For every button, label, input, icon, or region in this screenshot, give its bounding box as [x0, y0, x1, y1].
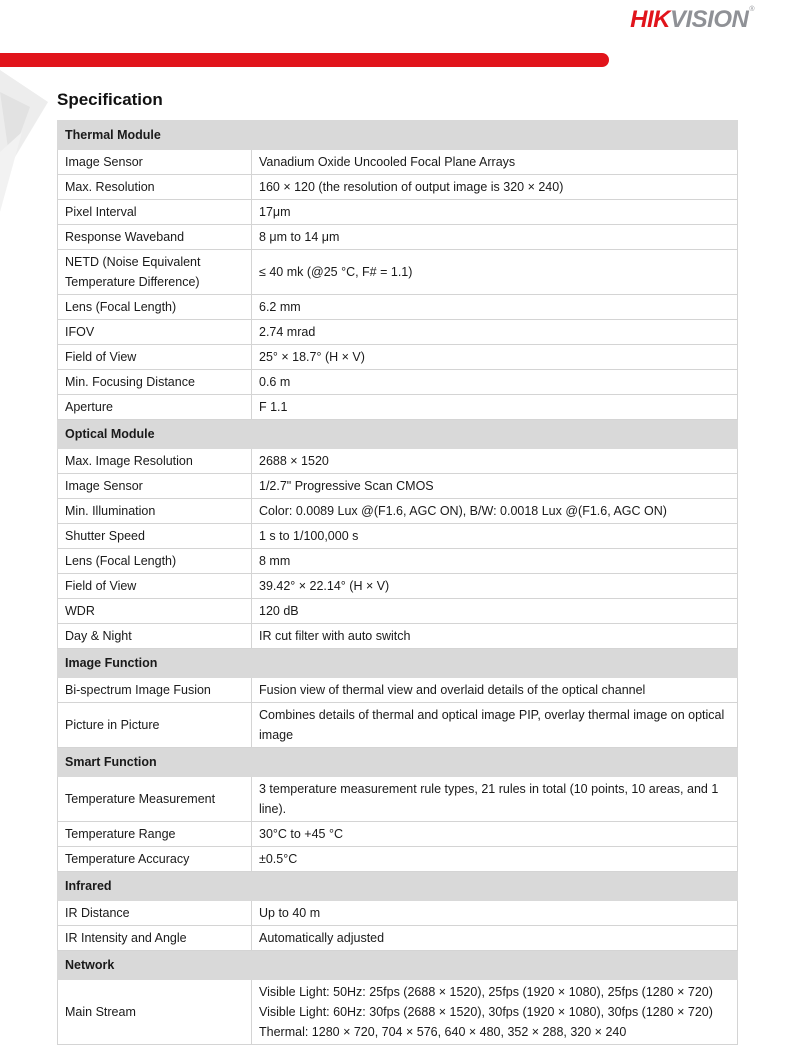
spec-value: F 1.1 — [252, 395, 738, 420]
spec-row — [58, 150, 738, 175]
spec-label: Aperture — [58, 395, 252, 420]
spec-label: Pixel Interval — [58, 200, 252, 225]
spec-value: Color: 0.0089 Lux @(F1.6, AGC ON), B/W: 0.0018 Lux @(F1.6, AGC ON) — [252, 499, 738, 524]
registered-mark: ® — [749, 6, 754, 13]
spec-label: Min. Focusing Distance — [58, 370, 252, 395]
hikvision-logo — [630, 6, 754, 34]
spec-row — [58, 980, 738, 1045]
section-title: Optical Module — [58, 420, 738, 449]
section-header — [58, 748, 738, 777]
section-title: Image Function — [58, 649, 738, 678]
spec-value: 1 s to 1/100,000 s — [252, 524, 738, 549]
spec-value: 39.42° × 22.14° (H × V) — [252, 574, 738, 599]
spec-value: 2688 × 1520 — [252, 449, 738, 474]
spec-label: Response Waveband — [58, 225, 252, 250]
spec-label: Bi-spectrum Image Fusion — [58, 678, 252, 703]
spec-label: IFOV — [58, 320, 252, 345]
spec-row — [58, 777, 738, 822]
section-title: Smart Function — [58, 748, 738, 777]
spec-label: Day & Night — [58, 624, 252, 649]
spec-label: Max. Resolution — [58, 175, 252, 200]
section-title: Thermal Module — [58, 121, 738, 150]
spec-value: 1/2.7" Progressive Scan CMOS — [252, 474, 738, 499]
spec-value: Up to 40 m — [252, 901, 738, 926]
spec-row — [58, 295, 738, 320]
spec-value: 3 temperature measurement rule types, 21 rules in total (10 points, 10 areas, and 1 line). — [252, 777, 738, 822]
spec-label: Field of View — [58, 345, 252, 370]
spec-value: 25° × 18.7° (H × V) — [252, 345, 738, 370]
header-red-bar — [0, 53, 609, 67]
spec-label: IR Intensity and Angle — [58, 926, 252, 951]
spec-label: Temperature Measurement — [58, 777, 252, 822]
spec-label: Max. Image Resolution — [58, 449, 252, 474]
section-header — [58, 420, 738, 449]
spec-value: 2.74 mrad — [252, 320, 738, 345]
spec-row — [58, 200, 738, 225]
section-header — [58, 872, 738, 901]
spec-value: ≤ 40 mk (@25 °C, F# = 1.1) — [252, 250, 738, 295]
spec-row — [58, 395, 738, 420]
spec-label: Lens (Focal Length) — [58, 295, 252, 320]
spec-label: Field of View — [58, 574, 252, 599]
spec-row — [58, 345, 738, 370]
spec-row — [58, 822, 738, 847]
spec-value: Visible Light: 50Hz: 25fps (2688 × 1520), 25fps (1920 × 1080), 25fps (1280 × 720) Visible Light: 60Hz: 30fps (2688 × 1520), 30fps (1920 × 1080), 30fps (1280 × 720) Thermal: 1280 × 720, 704 × 576, 640 × 480, 352 × 288, 320 × 240 — [252, 980, 738, 1045]
spec-row — [58, 499, 738, 524]
spec-value: ±0.5°C — [252, 847, 738, 872]
spec-row — [58, 320, 738, 345]
spec-row — [58, 574, 738, 599]
spec-value: Vanadium Oxide Uncooled Focal Plane Arrays — [252, 150, 738, 175]
section-title: Infrared — [58, 872, 738, 901]
spec-row — [58, 250, 738, 295]
spec-label: NETD (Noise Equivalent Temperature Difference) — [58, 250, 252, 295]
spec-row — [58, 474, 738, 499]
spec-value: 17μm — [252, 200, 738, 225]
spec-row — [58, 225, 738, 250]
spec-label: WDR — [58, 599, 252, 624]
spec-label: Min. Illumination — [58, 499, 252, 524]
spec-label: Image Sensor — [58, 474, 252, 499]
page-title: Specification — [57, 90, 163, 109]
spec-value: Automatically adjusted — [252, 926, 738, 951]
spec-row — [58, 624, 738, 649]
spec-value: 30°C to +45 °C — [252, 822, 738, 847]
spec-label: IR Distance — [58, 901, 252, 926]
spec-row — [58, 524, 738, 549]
section-header — [58, 121, 738, 150]
spec-label: Main Stream — [58, 980, 252, 1045]
spec-row — [58, 703, 738, 748]
section-title: Network — [58, 951, 738, 980]
section-header — [58, 951, 738, 980]
spec-value: IR cut filter with auto switch — [252, 624, 738, 649]
spec-value: 160 × 120 (the resolution of output image is 320 × 240) — [252, 175, 738, 200]
spec-row — [58, 678, 738, 703]
spec-row — [58, 926, 738, 951]
logo-part-red: HIK — [630, 6, 670, 33]
spec-label: Image Sensor — [58, 150, 252, 175]
specification-table — [57, 120, 738, 1045]
decorative-grey-shards — [0, 62, 60, 222]
spec-row — [58, 599, 738, 624]
spec-value: 6.2 mm — [252, 295, 738, 320]
spec-value: Fusion view of thermal view and overlaid details of the optical channel — [252, 678, 738, 703]
spec-value: Combines details of thermal and optical image PIP, overlay thermal image on optical image — [252, 703, 738, 748]
spec-row — [58, 847, 738, 872]
spec-label: Lens (Focal Length) — [58, 549, 252, 574]
spec-value: 120 dB — [252, 599, 738, 624]
spec-value: 0.6 m — [252, 370, 738, 395]
spec-value: 8 mm — [252, 549, 738, 574]
spec-row — [58, 901, 738, 926]
spec-label: Picture in Picture — [58, 703, 252, 748]
spec-row — [58, 549, 738, 574]
section-header — [58, 649, 738, 678]
spec-row — [58, 175, 738, 200]
spec-label: Temperature Accuracy — [58, 847, 252, 872]
spec-row — [58, 370, 738, 395]
spec-label: Temperature Range — [58, 822, 252, 847]
spec-label: Shutter Speed — [58, 524, 252, 549]
spec-row — [58, 449, 738, 474]
logo-part-grey: VISION — [669, 6, 749, 33]
spec-value: 8 μm to 14 μm — [252, 225, 738, 250]
